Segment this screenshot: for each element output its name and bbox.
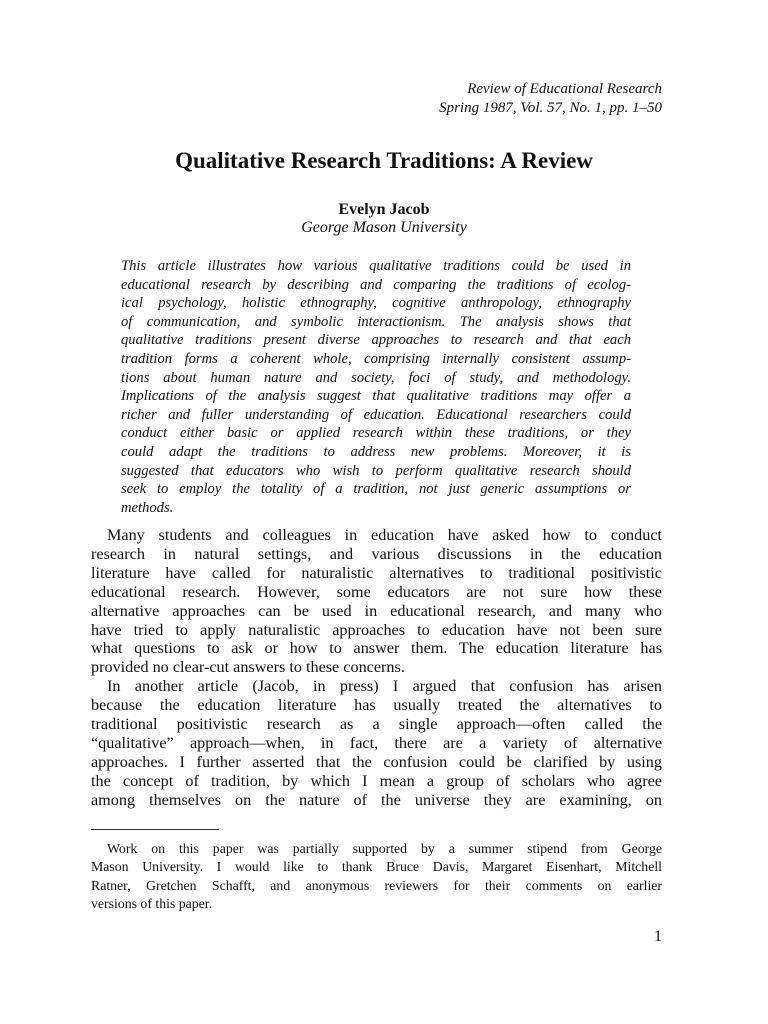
journal-issue: Spring 1987, Vol. 57, No. 1, pp. 1–50	[439, 100, 662, 116]
footnote-line: versions of this paper.	[91, 895, 213, 911]
abstract-line: richer and fuller understanding of education. Educational researchers could	[121, 406, 631, 423]
body-line: what questions to ask or how to answer them. The education literature has	[91, 639, 662, 658]
body-line: because the education literature has usually treated the alternatives to	[91, 696, 662, 715]
body-line: have tried to apply naturalistic approaches to education have not been sure	[91, 620, 662, 639]
abstract-line: seek to employ the totality of a tradition, not just generic assumptions or	[121, 481, 631, 498]
abstract-line: conduct either basic or applied research within these traditions, or they	[121, 425, 631, 442]
author-affiliation: George Mason University	[301, 219, 467, 236]
abstract-line: educational research by describing and comparing the traditions of ecolog-	[121, 276, 631, 293]
article-title: Qualitative Research Traditions: A Review	[175, 148, 593, 173]
body-line: approaches. I further asserted that the confusion could be clarified by using	[91, 752, 662, 771]
abstract-line: qualitative traditions present diverse approaches to research and that each	[121, 332, 631, 349]
footnote-line: Mason University. I would like to thank Bruce Davis, Margaret Eisenhart, Mitchell	[91, 859, 662, 875]
footnote-divider	[91, 829, 219, 830]
footnote	[91, 840, 662, 913]
abstract-line: tradition forms a coherent whole, comprising internally consistent assump-	[121, 350, 631, 367]
journal-name: Review of Educational Research	[467, 81, 662, 97]
abstract-line: could adapt the traditions to address new problems. Moreover, it is	[121, 443, 631, 460]
abstract-line: of communication, and symbolic interactionism. The analysis shows that	[121, 313, 631, 330]
abstract-line: This article illustrates how various qualitative traditions could be used in	[121, 258, 631, 274]
body-line: educational research. However, some educators are not sure how these	[91, 582, 662, 601]
body-line: traditional positivistic research as a single approach—often called the	[91, 715, 662, 734]
body-line: research in natural settings, and various discussions in the education	[91, 544, 662, 563]
body-line: “qualitative” approach—when, in fact, there are a variety of alternative	[91, 733, 662, 752]
author-name: Evelyn Jacob	[338, 201, 430, 218]
page-number: 1	[654, 928, 662, 945]
journal-header	[439, 80, 662, 118]
body-line: Many students and colleagues in education have asked how to conduct	[107, 526, 662, 544]
body-line: In another article (Jacob, in press) I argued that confusion has arisen	[107, 677, 662, 696]
body-line: the concept of tradition, by which I mean a group of scholars who agree	[91, 771, 662, 790]
abstract-line: suggested that educators who wish to perform qualitative research should	[121, 462, 631, 479]
body-line: literature have called for naturalistic alternatives to traditional positivistic	[91, 563, 662, 582]
body-line: alternative approaches can be used in educational research, and many who	[91, 601, 662, 620]
abstract-line: methods.	[121, 499, 174, 516]
footnote-line: Ratner, Gretchen Schafft, and anonymous reviewers for their comments on earlier	[91, 877, 662, 893]
abstract-line: ical psychology, holistic ethnography, cognitive anthropology, ethnography	[121, 295, 631, 312]
abstract-line: tions about human nature and society, foci of study, and methodology.	[121, 369, 631, 386]
body-line: among themselves on the nature of the universe they are examining, on	[91, 790, 662, 809]
abstract-line: Implications of the analysis suggest that qualitative traditions may offer a	[121, 388, 631, 405]
body-line: provided no clear-cut answers to these concerns.	[91, 658, 405, 677]
footnote-line: Work on this paper was partially supported by a summer stipend from George	[107, 841, 662, 856]
body-text	[91, 526, 662, 810]
abstract	[121, 257, 631, 517]
